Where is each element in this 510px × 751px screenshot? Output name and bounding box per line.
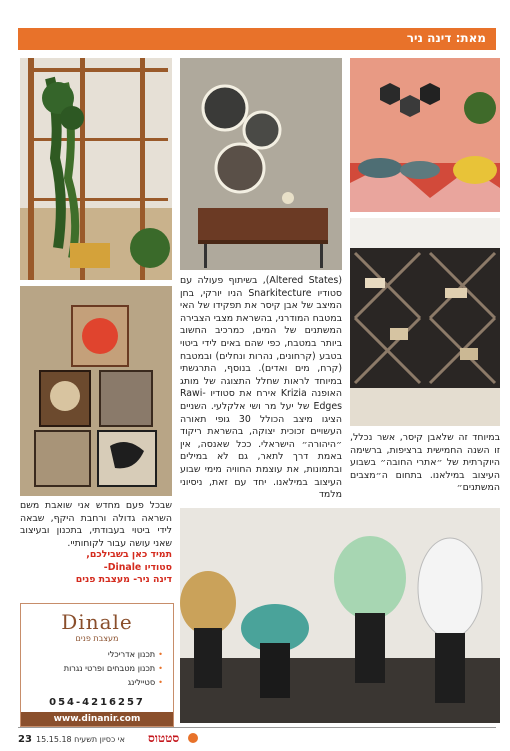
dinale-logo: Dinale	[61, 610, 133, 634]
article-text-right: במיוחד זה שלאבן קיסר, אשר נכלל, זו השנה החמישית ברציפות, ברשימה היוקרתית של ״אתרי החובה״ בשבוע העיצוב במילאנו. בתחום ה״מצבים המשתנים״	[350, 432, 500, 494]
dinale-ad	[20, 603, 174, 727]
header-bar	[18, 28, 496, 50]
article-text-left: שבכל פעם מחדש אני שואבת משם השראה גדולה ורחבת היקף, שבאה לידי ביטוי בעבודתי, בתכנון ובעיצוב שאני עושה עבור לקוחותיי.	[20, 500, 172, 549]
photo-geometric-shelf	[350, 218, 500, 426]
footer-magazine-logo: סטטוס	[148, 731, 180, 745]
dinale-subtitle: מעצבת פנים	[75, 634, 119, 643]
ad-item-architectural: •תכנון אדריכלי	[107, 649, 163, 659]
photo-mirrors-sideboard	[180, 58, 342, 270]
author-byline: מאת: דינה ניר	[406, 31, 486, 45]
signoff-line1: תמיד כאן בשבילכם,	[86, 549, 172, 560]
photo-plant-shelf	[20, 58, 172, 280]
page-number: 23	[18, 734, 32, 745]
footer-date: אי כסיון תשעיח 15.15.18	[36, 735, 125, 744]
ad-item-styling: •סטיילינג	[127, 677, 163, 687]
signoff-line3: דינה ניר- מעצבת פנים	[75, 574, 172, 586]
magazine-logo-icon	[188, 733, 198, 743]
signoff	[20, 549, 172, 587]
ad-url: www.dinanir.com	[21, 712, 173, 726]
footer-divider	[18, 727, 496, 728]
ad-phone: 054-4216257	[49, 697, 145, 708]
photo-patterned-stools	[20, 286, 172, 496]
photo-pink-lounge	[350, 58, 500, 212]
photo-glass-lamps	[180, 508, 500, 723]
article-text-center: (Altered States), בשיתוף פעולה עם סטודיו Snarkitecture הניו יורקי, בחן המיצב של אבן קיסר את תפקידו של האי במטבח המודרני, בהשראת מצבי הצבירה המשתנים של המים, כמרכיב החשוב ביותר במטבח, כפי שהם באים לידי ביטוי בטבע (קרחונים, נהרות ונחלים) ובמטבח (קרח, מים ואדים). בנוסף, התרגשתי במיוחד לראות שחלל התצוגה של מותג האופנה Krizia אירח את סטודיו Rawi-Edges של יעל מר ושי אלקלעי. השניים הציגו מיצב הכולל 30 גופי תאורה העשויים זכוכית יצוקה, בהשראת ריקוד ״היהורה״ הישראלי. ככל שאנסה, אין באמת דרך לתאר, גם לא במילים ובתמונות, את עוצמת החוויה מימי שבוע העיצוב במילאנו. יחד עם זאת, ניסיוני מלמד	[180, 275, 342, 501]
ad-item-kitchens: •תכנון מטבחים ופרטי נגרות	[63, 663, 163, 673]
signoff-line2: סטודיו Dinale-	[103, 561, 172, 573]
